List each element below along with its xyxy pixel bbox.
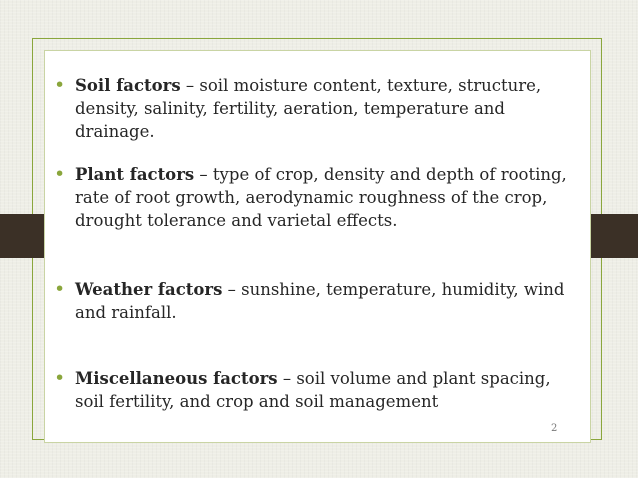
bullet-term: Miscellaneous factors [75, 369, 278, 388]
right-side-tab [590, 214, 638, 258]
bullet-icon: • [54, 278, 66, 300]
bullet-text: – soil moisture content, texture, structure, density, salinity, fertility, aeration, temperature and drainage. [75, 76, 542, 141]
bullet-plant-factors [54, 163, 575, 232]
left-side-tab [0, 214, 49, 258]
slide-number: 2 [551, 423, 558, 434]
bullet-term: Soil factors [75, 76, 181, 95]
bullet-icon: • [54, 367, 66, 389]
bullet-weather-factors [54, 278, 575, 324]
slide-content-panel [44, 50, 591, 443]
bullet-soil-factors [54, 74, 575, 143]
bullet-text: – soil volume and plant spacing, soil fertility, and crop and soil management [75, 369, 551, 411]
bullet-miscellaneous-factors [54, 367, 575, 413]
bullet-icon: • [54, 74, 66, 96]
bullet-term: Plant factors [75, 165, 195, 184]
bullet-text: – type of crop, density and depth of rooting, rate of root growth, aerodynamic roughness of the crop, drought tolerance and varietal effects. [75, 165, 567, 230]
bullet-icon: • [54, 163, 66, 185]
bullet-text: – sunshine, temperature, humidity, wind and rainfall. [75, 280, 565, 322]
bullet-term: Weather factors [75, 280, 223, 299]
